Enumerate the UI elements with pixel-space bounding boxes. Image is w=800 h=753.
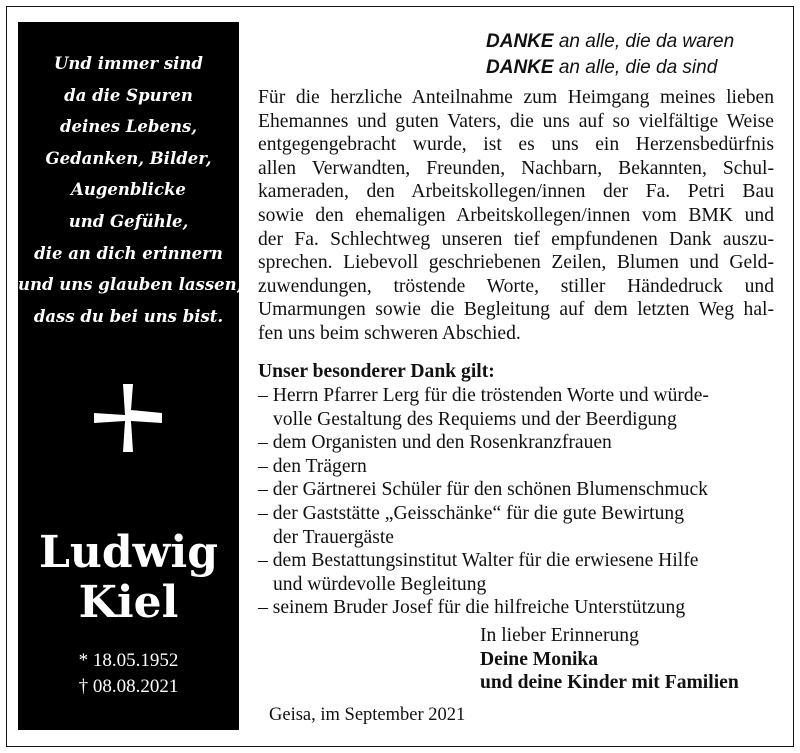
thanks-line — [486, 31, 734, 53]
thanks-rest: an alle, die da sind — [553, 57, 718, 78]
poem-line: deines Lebens, — [60, 117, 197, 137]
paragraph-line: Für die herzliche Anteilnahme zum Heimgang meines lieben — [258, 87, 774, 108]
paragraph-line: kameraden, den Arbeitskollegen/innen der Fa. Petri Bau — [258, 181, 774, 203]
list-item: vollе Gestaltung des Requiems und der Beerdigung — [273, 408, 677, 430]
poem-line: und Gefühle, — [68, 211, 189, 231]
poem-line: und uns glauben lassen, — [18, 275, 243, 295]
list-item: – seinem Bruder Josef für die hilfreiche Unterstützung — [258, 597, 686, 619]
signature-family: und deine Kinder mit Familien — [480, 672, 739, 694]
list-item: – dem Organisten und den Rosenkranzfrauen — [258, 432, 612, 454]
paragraph-line: entgegengebracht wurde, ist es uns ein Herzensbedürfnis — [258, 134, 774, 156]
poem-line: die an dich erinnern — [34, 243, 223, 263]
list-item: – der Gärtnerei Schüler für den schönen Blumenschmuck — [258, 479, 708, 501]
list-item: – den Trägern — [258, 455, 367, 477]
thanks-line — [486, 57, 717, 79]
thanks-rest: an alle, die da waren — [553, 31, 735, 52]
thanks-word: DANKE — [486, 57, 554, 78]
special-thanks-heading: Unser besonderer Dank gilt: — [258, 361, 495, 382]
paragraph-line: Umarmungen sowie die Begleitung auf dem letzten Weg hal- — [258, 299, 774, 321]
birth-date: * 18.05.1952 — [78, 650, 179, 671]
poem-line: Gedanken, Bilder, — [45, 148, 212, 168]
life-dates — [18, 648, 239, 700]
paragraph-line: sprechen. Liebevoll geschriebenen Zeilen, Blumen und Geld- — [258, 252, 774, 274]
closing-signature — [480, 624, 739, 695]
thanks-word: DANKE — [486, 31, 554, 52]
poem-line: da die Spuren — [64, 85, 193, 105]
thanks-paragraph — [258, 86, 774, 346]
paragraph-line: zuwendungen, tröstende Worte, stiller Händedruck und — [258, 275, 774, 297]
list-item: – dem Bestattungsinstitut Walter für die erwiesene Hilfe — [258, 550, 699, 572]
paragraph-line: fen uns beim schweren Abschied. — [258, 322, 521, 344]
list-item: der Trauergäste — [273, 526, 394, 548]
paragraph-line: der Fa. Schlechtweg unseren tief empfundenen Dank auszu- — [258, 228, 774, 250]
list-item: und würdevolle Begleitung — [273, 573, 487, 595]
paragraph-line: sowie den ehemaligen Arbeitskollegen/innen vom BMK und — [258, 204, 774, 226]
special-thanks-list — [258, 384, 774, 620]
cross-icon — [92, 382, 164, 454]
list-item: – Herrn Pfarrer Lerg für die tröstenden Worte und würde- — [258, 385, 709, 406]
death-date: † 08.08.2021 — [78, 676, 179, 697]
poem-line: dass du bei uns bist. — [33, 306, 224, 326]
paragraph-line: allen Verwandten, Freunden, Nachbarn, Bekannten, Schul- — [258, 157, 774, 179]
first-name: Ludwig — [38, 527, 219, 578]
memorial-sidebar — [18, 22, 243, 730]
list-item: – der Gaststätte „Geisschänke“ für die gute Bewirtung — [258, 502, 685, 524]
deceased-name — [18, 528, 239, 628]
paragraph-line: Ehemannes und guten Vaters, die uns auf so vielfältige Weise — [258, 110, 774, 132]
poem-line: Augenblicke — [71, 180, 186, 200]
poem-line: Und immer sind — [54, 54, 203, 73]
last-name: Kiel — [78, 577, 179, 628]
signature-name: Deine Monika — [480, 648, 599, 670]
memorial-poem — [18, 48, 243, 332]
place-date: Geisa, im September 2021 — [269, 705, 466, 725]
closing-line: In lieber Erinnerung — [480, 625, 639, 646]
